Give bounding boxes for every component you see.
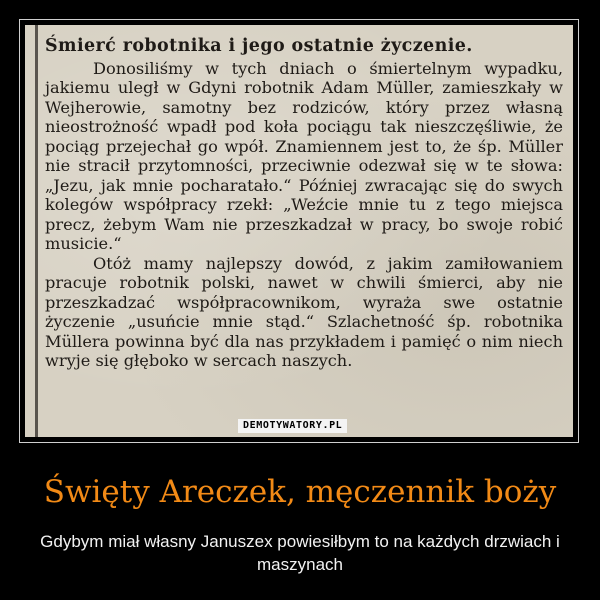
article-paragraph-1: Donosiliśmy w tych dniach o śmiertelnym wypadku, jakiemu uległ w Gdyni robotnik Adam Müller, zamieszkały w Wejherowie, samotny bez rodziców, który przez własną nieostrożność wpadł pod koła pociągu tak nieszczęśliwie, że pociąg przejechał go wpół. Znamiennem jest to, że śp. Müller nie stracił przytomności, przeciwnie odezwał się w te słowa: „Jezu, jak mnie pocharatało.“ Później zwracając się do swych kolegów współpracy rzekł: „Weźcie mnie tu z tego miejsca precz, żebym Wam nie przeszkadzał w pracy, bo swoje robić musicie.“ [45, 58, 563, 253]
site-watermark: DEMOTYWATORY.PL [238, 419, 347, 433]
article-title: Śmierć robotnika i jego ostatnie życzenie. [45, 36, 473, 56]
caption-subtitle: Gdybym miał własny Januszex powiesiłbym to na każdych drzwiach i maszynach [40, 532, 560, 574]
column-rule [35, 25, 38, 437]
newspaper-clipping [25, 25, 573, 437]
article [45, 37, 563, 371]
article-paragraph-2: Otóż mamy najlepszy dowód, z jakim zamiłowaniem pracuje robotnik polski, nawet w chwili śmierci, aby nie przeszkadzać współpracownikom, wyraża swe ostatnie życzenie „usuńcie mnie stąd.“ Szlachetność śp. robotnika Müllera powinna być dla nas przykładem i pamięć o nim niech wryje się głęboko w sercach naszych. [45, 253, 563, 370]
caption-title: Święty Areczek, męczennik boży [43, 474, 557, 510]
